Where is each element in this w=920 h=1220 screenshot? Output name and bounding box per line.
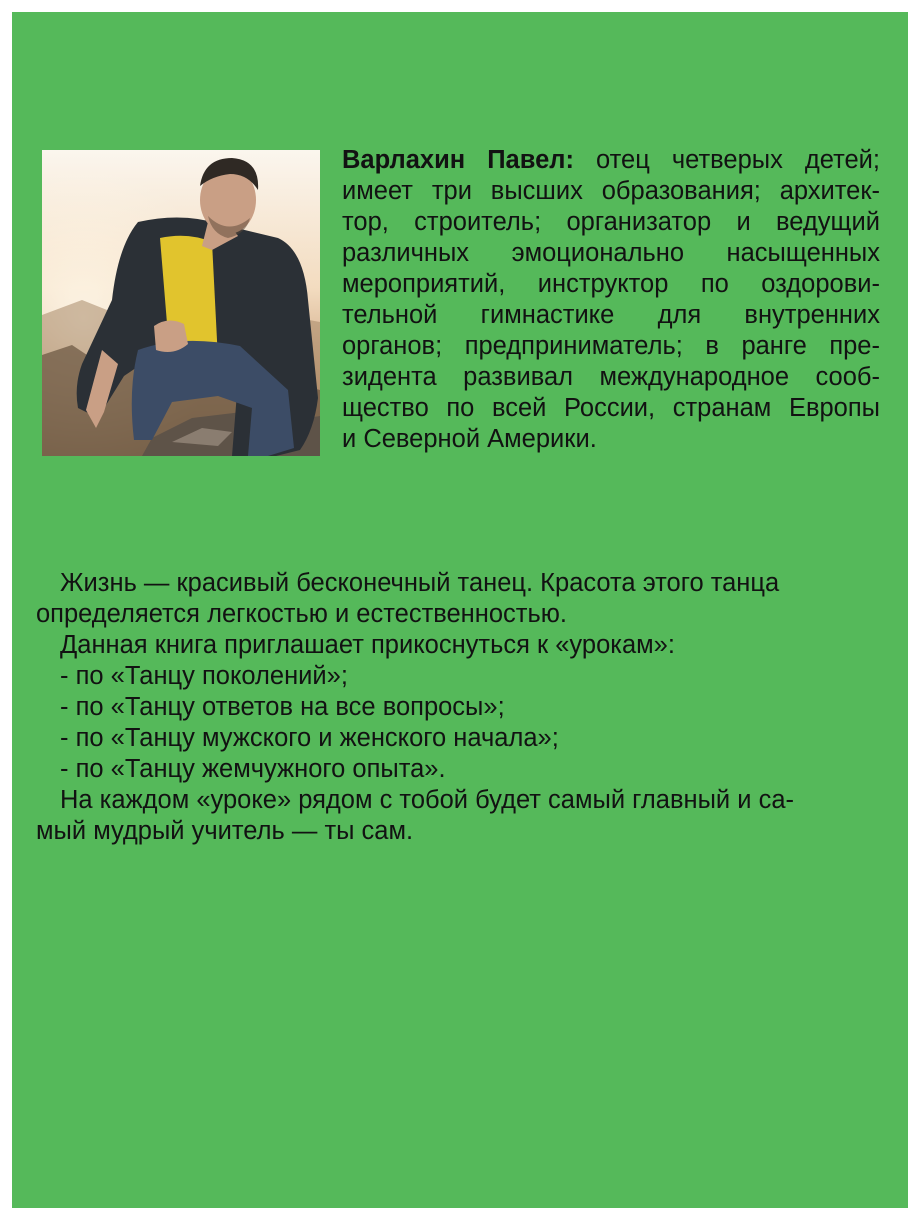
author-bio	[342, 145, 880, 455]
author-photo-image	[42, 150, 320, 456]
back-cover	[12, 12, 908, 1208]
bio-line: зидента развивал международное сооб-	[342, 363, 880, 391]
bio-line: и Северной Америки.	[342, 425, 597, 453]
bio-line	[342, 145, 880, 176]
author-photo	[42, 150, 320, 456]
annotation-line: определяется легкостью и естественностью.	[36, 600, 567, 628]
book-annotation	[36, 568, 872, 847]
bio-line: тельной гимнастике для внутренних	[342, 301, 880, 329]
author-name: Варлахин Павел:	[342, 146, 574, 174]
annotation-line: мый мудрый учитель — ты сам.	[36, 817, 414, 845]
annotation-line: Жизнь — красивый бесконечный танец. Красота этого танца	[60, 569, 780, 597]
annotation-list-item: - по «Танцу мужского и женского начала»;	[60, 724, 559, 752]
annotation-line: На каждом «уроке» рядом с тобой будет самый главный и са-	[60, 786, 795, 814]
bio-line: органов; предприниматель; в ранге пре-	[342, 332, 880, 360]
annotation-list-item: - по «Танцу ответов на все вопросы»;	[60, 693, 505, 721]
bio-line: различных эмоционально насыщенных	[342, 239, 880, 267]
annotation-list-item: - по «Танцу жемчужного опыта».	[60, 755, 446, 783]
bio-line: мероприятий, инструктор по оздорови-	[342, 270, 880, 298]
bio-line-text: отец четверых детей;	[596, 146, 880, 174]
bio-line: тор, строитель; организатор и ведущий	[342, 208, 880, 236]
annotation-list-item: - по «Танцу поколений»;	[60, 662, 348, 690]
bio-line: щество по всей России, странам Европы	[342, 394, 880, 422]
bio-line: имеет три высших образования; архитек-	[342, 177, 880, 205]
annotation-line: Данная книга приглашает прикоснуться к «урокам»:	[60, 631, 675, 659]
